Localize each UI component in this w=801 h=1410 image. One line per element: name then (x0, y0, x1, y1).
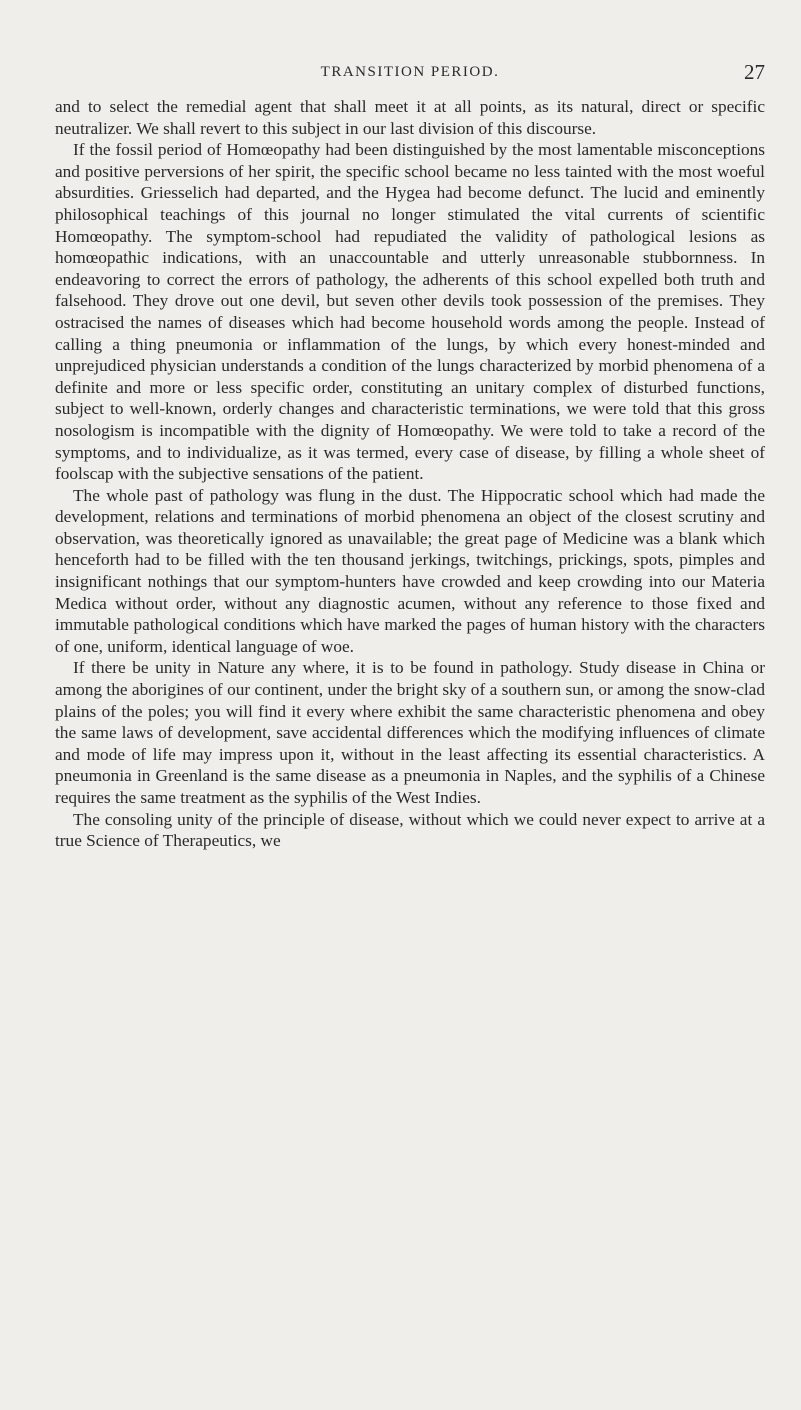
page-number: 27 (744, 60, 765, 84)
paragraph: The whole past of pathology was flung in the dust. The Hippocratic school which had made the development, relations and terminations of morbid phenomena an object of the closest scrutiny and observation, was theoretically ignored as unavailable; the great page of Medicine was a blank which henceforth had to be filled with the ten thousand jerkings, twitchings, prickings, spots, pimples and insignificant nothings that our symptom-hunters have crowded and keep crowding into our Materia Medica without order, without any diagnostic acumen, without any reference to those fixed and immutable pathological conditions which have marked the pages of human history with the characters of one, uniform, identical language of woe. (55, 485, 765, 656)
paragraph: The consoling unity of the principle of disease, without which we could never expect to arrive at a true Science of Therapeutics, we (55, 809, 765, 851)
running-title: TRANSITION PERIOD. (320, 64, 500, 80)
paragraph: If the fossil period of Homœopathy had been distinguished by the most lamentable misconceptions and positive perversions of her spirit, the specific school became no less tainted with the most woeful absurdities. Griesselich had departed, and the Hygea had become defunct. The lucid and eminently philosophical teachings of this journal no longer stimulated the vital currents of scientific Homœopathy. The symptom-school had repudiated the validity of pathological lesions as homœopathic indications, with an unaccountable and utterly unreasonable stubbornness. In endeavoring to correct the errors of pathology, the adherents of this school expelled both truth and falsehood. They drove out one devil, but seven other devils took possession of the premises. They ostracised the names of diseases which had become household words among the people. Instead of calling a thing pneumonia or inflammation of the lungs, by which every honest-minded and unprejudiced physician understands a condition of the lungs characterized by morbid phenomena of a definite and more or less specific order, constituting an unitary complex of disturbed functions, subject to well-known, orderly changes and characteristic terminations, we were told that this gross nosologism is incompatible with the dignity of Homœopathy. We were told to take a record of the symptoms, and to individualize, as it was termed, every case of disease, by filling a whole sheet of foolscap with the subjective sensations of the patient. (55, 140, 765, 484)
running-head (55, 62, 765, 84)
book-page (55, 62, 765, 852)
paragraph-continued: and to select the remedial agent that shall meet it at all points, as its natural, direct or specific neutralizer. We shall revert to this subject in our last division of this discourse. (55, 97, 765, 138)
body-text (55, 96, 765, 852)
paragraph: If there be unity in Nature any where, it is to be found in pathology. Study disease in China or among the aborigines of our continent, under the bright sky of a southern sun, or among the snow-clad plains of the poles; you will find it every where exhibit the same characteristic phenomena and obey the same laws of development, save accidental differences which the modifying influences of climate and mode of life may impress upon it, without in the least affecting its essential characteristics. A pneumonia in Greenland is the same disease as a pneumonia in Naples, and the syphilis of a Chinese requires the same treatment as the syphilis of the West Indies. (55, 658, 765, 807)
